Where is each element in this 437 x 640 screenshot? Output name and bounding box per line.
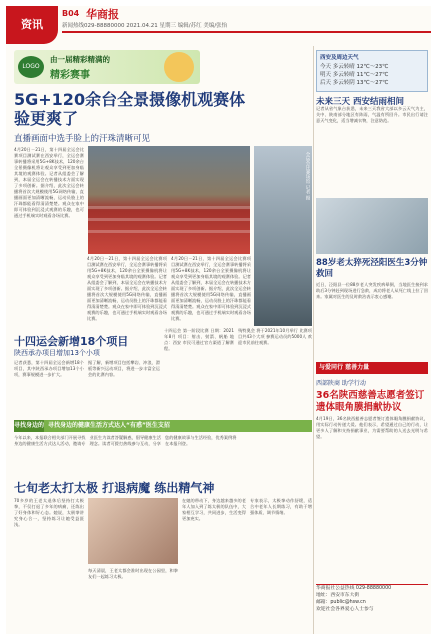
- weather-box: [316, 50, 428, 92]
- charity-body: 4月19日，36名陕西慈善志愿者签订遗体眼角膜捐献协议，用实际行动传递大爱。他们表示，希望通过自己的行动，让更多人了解和支持捐献事业，为需要帮助的人送去光明与希望。: [316, 416, 428, 439]
- date-line: 新闻热线029-88880000 2021.04.21 星期三 编辑/苏红 美编/张怡: [62, 23, 228, 29]
- games-body-1: 记者获悉，第十四届全运会新增18个项目，其中陕西承办项目增加13个小项，赛事规模进一步扩大。: [14, 360, 84, 377]
- section-tag: 资讯: [6, 6, 58, 44]
- taichi-headline: 七旬老太打太极 打退病魔 练出精气神: [14, 481, 215, 495]
- taichi-body-4: 专家表示，太极拳动作舒缓，适合中老年人长期练习，有助于增强体质、调节情绪。: [250, 498, 312, 515]
- weather-title: 西安及周边天气: [320, 55, 359, 61]
- masthead: [6, 6, 431, 44]
- taichi-body-3: 在她的带动下，身边越来越多的老年人加入到了练太极的队伍中，大家相互学习，共同进步，生活变得更加充实。: [182, 498, 246, 521]
- games-body-2: 据了解，新增项目包括攀岩、冲浪、滑板等新兴运动项目，将进一步丰富全运会的比赛内容。: [88, 360, 160, 377]
- games-schedule-2: 残特奥会 将于2021年10月举行 比赛项目共43个大项 参赛运动员约5000人 欢迎市民前往观赛。: [238, 328, 312, 345]
- info-line: 地址：西安市东大街: [316, 593, 360, 598]
- newspaper-page: [6, 6, 431, 634]
- lead-body-continued: 4月20日－21日，第十四届全运会比赛项目测试赛在西安举行，全运会赛事转播将采用5G+8K技术，120余台全景摄像机将让观众享受到更加身临其境的观赛体验。记者从组委会了解到，本届全运会在转播技术方面实现了多项创新。据介绍，此次全运会转播将首次大规模使用5G网络传输，直播画面更加清晰流畅，运动员脸上的汗珠都能看得清清楚楚。观众在家中即可体验到沉浸式观赛的乐趣，也可通过手机端实时观看各场比赛。: [87, 256, 167, 321]
- games-headline: 十四运会新增18个项目: [14, 335, 129, 348]
- weather-body: 记者从省气象台获悉，未来三天我省大部以多云天气为主，关中、陕南部分地区有阵雨，气温有所回升。市民出行请注意天气变化，适当增减衣物，注意防范。: [316, 106, 428, 123]
- games-subheadline: 陕西承办项目增加13个小项: [14, 349, 100, 357]
- lead-subheadline: 直播画面中选手脸上的汗珠清晰可见: [14, 134, 151, 144]
- banner-line2: 精彩赛事: [50, 70, 90, 81]
- athlete-illustration: [164, 52, 194, 82]
- charity-headline: 36名陕西慈善志愿者签订遗体眼角膜捐献协议: [316, 390, 425, 413]
- weather-row: 明天 多云转晴 11℃～27℃: [320, 72, 389, 78]
- health-column-label: 寻找身边的: [14, 420, 44, 432]
- charity-info: [316, 584, 428, 634]
- health-column-body: 今年以来，本报联合相关部门开展寻找身边的健康生活方式达人活动，邀请专业医生为读者答疑解惑，倡导健康生活理念。读者可拨打热线参与互动，分享您的健康故事与生活经验，优秀案例将在本报刊登。: [14, 435, 237, 446]
- health-column-headline: 寻找身边的健康生活方式达人“有惑”医生支招: [48, 422, 170, 429]
- taichi-body-2: 每天清晨，王老太都会准时出现在公园里，和拳友们一起练习太极。: [88, 568, 178, 579]
- health-column-bar: [14, 420, 312, 432]
- charity-tagline: 西部陕商 助学行动: [316, 380, 366, 387]
- lead-headline: 5G+120余台全景摄像机观赛体验更爽了: [14, 90, 246, 128]
- event-logo: LOGO: [18, 56, 44, 78]
- lead-body: 4月20日－21日，第十四届全运会比赛项目测试赛在西安举行，全运会赛事转播将采用5G+8K技术，120余台全景摄像机将让观众享受到更加身临其境的观赛体验。记者从组委会了解到，本届全运会在转播技术方面实现了多项创新。据介绍，此次全运会转播将首次大规模使用5G网络传输，直播画面更加清晰流畅，运动员脸上的汗珠都能看得清清楚楚。观众在家中即可体验到沉浸式观赛的乐趣，也可通过手机端实时观看各场比赛。: [14, 147, 84, 218]
- event-banner: [14, 50, 200, 84]
- info-line: 华商报社公益热线 029-88880000: [316, 586, 392, 591]
- venue-photo: [254, 146, 312, 326]
- games-schedule-1: 十四运会 第一阶段比赛 日期：2021年8月 项目：射击、射箭、帆船 地点：西安 市民可通过官方渠道了解赛程。: [164, 328, 234, 351]
- taichi-photo: [88, 498, 178, 564]
- column-divider: [313, 46, 314, 634]
- lead-body-continued-2: 4月20日－21日，第十四届全运会比赛项目测试赛在西安举行，全运会赛事转播将采用5G+8K技术，120余台全景摄像机将让观众享受到更加身临其境的观赛体验。记者从组委会了解到，本届全运会在转播技术方面实现了多项创新。据介绍，此次全运会转播将首次大规模使用5G网络传输，直播画面更加清晰流畅，运动员脸上的汗珠都能看得清清楚楚。观众在家中即可体验到沉浸式观赛的乐趣，也可通过手机端实时观看各场比赛。: [171, 256, 251, 321]
- info-line: 邮箱：public@hsw.cn: [316, 600, 366, 605]
- taichi-body-1: 70多岁的王老太退休后坚持打太极拳，不仅打退了多年的病痛，还练出了好身体和好心态。她说，太极拳讲究身心合一，坚持练习让她受益匪浅。: [14, 498, 84, 527]
- photo-caption: 全运会比赛场馆 记者 摄: [305, 152, 310, 200]
- doctor-photo: [316, 198, 428, 254]
- stadium-photo: [88, 146, 250, 254]
- weather-row: 今天 多云转晴 12℃～23℃: [320, 64, 389, 70]
- rescue-body: 近日，泾阳县一位88岁老人突发疾病晕倒，当地医生接到求助后3分钟赶到现场进行急救，成功将老人从死亡线上拉了回来。家属对医生的及时救治表示衷心感谢。: [316, 282, 428, 299]
- info-line: 欢迎社会各界爱心人士参与: [316, 607, 374, 612]
- masthead-rule: [62, 31, 431, 33]
- weather-row: 后天 多云转阴 13℃～27℃: [320, 80, 389, 86]
- brand-name: 华商报: [86, 8, 119, 21]
- charity-bar: 与爱同行 慈善力量: [316, 362, 428, 374]
- weather-headline: 未来三天 西安结雨相间: [316, 97, 404, 107]
- banner-line1: 由一届精彩精满的: [50, 55, 110, 64]
- rescue-headline: 88岁老太猝死泾阳医生3分钟救回: [316, 258, 428, 279]
- page-number: B04: [62, 9, 80, 18]
